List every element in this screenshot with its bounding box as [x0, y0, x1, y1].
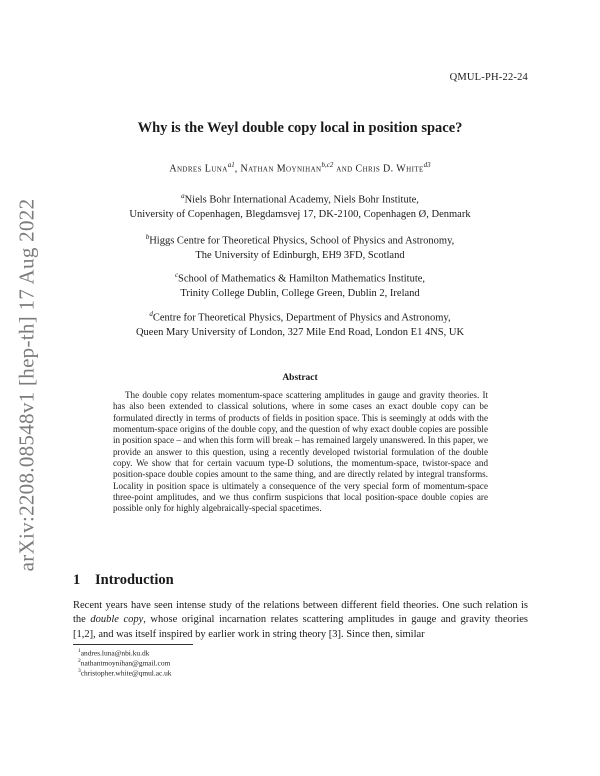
author-name: Nathan Moynihan [240, 163, 322, 175]
footnote-email[interactable]: andres.luna@nbi.ku.dk [80, 648, 150, 658]
author-affiliation-mark: d3 [423, 161, 431, 169]
affiliation-mark: b [145, 233, 150, 241]
intro-text: , whose original incarnation relates scattering amplitudes in gauge and gravity theories [1,2], and was itself inspired by earlier work in string theory [3]. Since then, similar [73, 614, 529, 640]
affiliation [0, 230, 600, 263]
affiliation-mark: d [149, 310, 153, 318]
affiliation-line: Queen Mary University of London, 327 Mile End Road, London E1 4NS, UK [135, 326, 465, 338]
affiliation-line: School of Mathematics & Hamilton Mathematics Institute, [178, 273, 426, 285]
intro-emphasis: double copy [90, 614, 144, 626]
footnote-mark: 2 [78, 658, 81, 664]
abstract-body: The double copy relates momentum-space scattering amplitudes in gauge and gravity theories. It has also been extended to classical solutions, where in some cases an exact double copy can be formulated directly in terms of products of fields in position space. This is seemingly at odds with the momentum-space origins of the double copy, and the question of why exact double copies are possible in position space – and when this form will break – has remained largely unanswered. In this paper, we provide an answer to this question, using a recently developed twistorial formulation of the double copy. We show that for certain vacuum type-D solutions, the momentum-space, twistor-space and position-space double copies amount to the same thing, and are directly related by integral transforms. Locality in position space is ultimately a consequence of the very special form of momentum-space three-point amplitudes, and we thus confirm suspicions that local position-space double copies are possible only for highly algebraically-special spacetimes. [113, 390, 488, 514]
footnote [78, 647, 149, 657]
affiliation-mark: a [181, 192, 185, 200]
affiliation-line: University of Copenhagen, Blegdamsvej 17, DK-2100, Copenhagen Ø, Denmark [129, 208, 471, 220]
arxiv-sidebar-stamp [0, 0, 52, 776]
footnote-email[interactable]: nathantmoynihan@gmail.com [80, 658, 171, 668]
footnote-rule [73, 644, 193, 645]
footnote-mark: 3 [78, 668, 81, 674]
author-name: Chris D. White [355, 163, 424, 175]
author-separator: , [234, 163, 241, 175]
affiliation-mark: c [174, 271, 179, 279]
affiliation [0, 268, 600, 301]
footnote [78, 667, 172, 677]
affiliation-line: Higgs Centre for Theoretical Physics, School of Physics and Astronomy, [149, 235, 455, 247]
affiliation-line: Niels Bohr International Academy, Niels Bohr Institute, [184, 194, 419, 206]
footnote-mark: 1 [78, 648, 81, 654]
author-affiliation-mark: a1 [227, 161, 235, 169]
affiliation [0, 307, 600, 340]
abstract-heading: Abstract [282, 373, 318, 383]
section-title: Introduction [95, 572, 174, 588]
author-separator: and [333, 163, 356, 175]
intro-text: Recent years have seen intense study of the relations between different field theories. One such relation is the [73, 600, 528, 626]
author-list [0, 161, 600, 174]
affiliation [0, 189, 600, 222]
arxiv-identifier[interactable]: arXiv:2208.08548v1 [hep-th] 17 Aug 2022 [14, 198, 39, 572]
footnote [78, 657, 170, 667]
intro-paragraph [73, 599, 528, 642]
report-number: QMUL-PH-22-24 [449, 72, 528, 83]
section-heading [73, 572, 174, 589]
paper-title: Why is the Weyl double copy local in position space? [137, 120, 463, 136]
section-number: 1 [73, 572, 81, 588]
author-affiliation-mark: b,c2 [321, 161, 334, 169]
footnote-email[interactable]: christopher.white@qmul.ac.uk [80, 668, 172, 678]
affiliation-line: The University of Edinburgh, EH9 3FD, Scotland [195, 249, 405, 261]
affiliation-line: Centre for Theoretical Physics, Department of Physics and Astronomy, [152, 312, 451, 324]
affiliation-line: Trinity College Dublin, College Green, Dublin 2, Ireland [180, 287, 420, 299]
author-name: Andres Luna [169, 163, 228, 175]
